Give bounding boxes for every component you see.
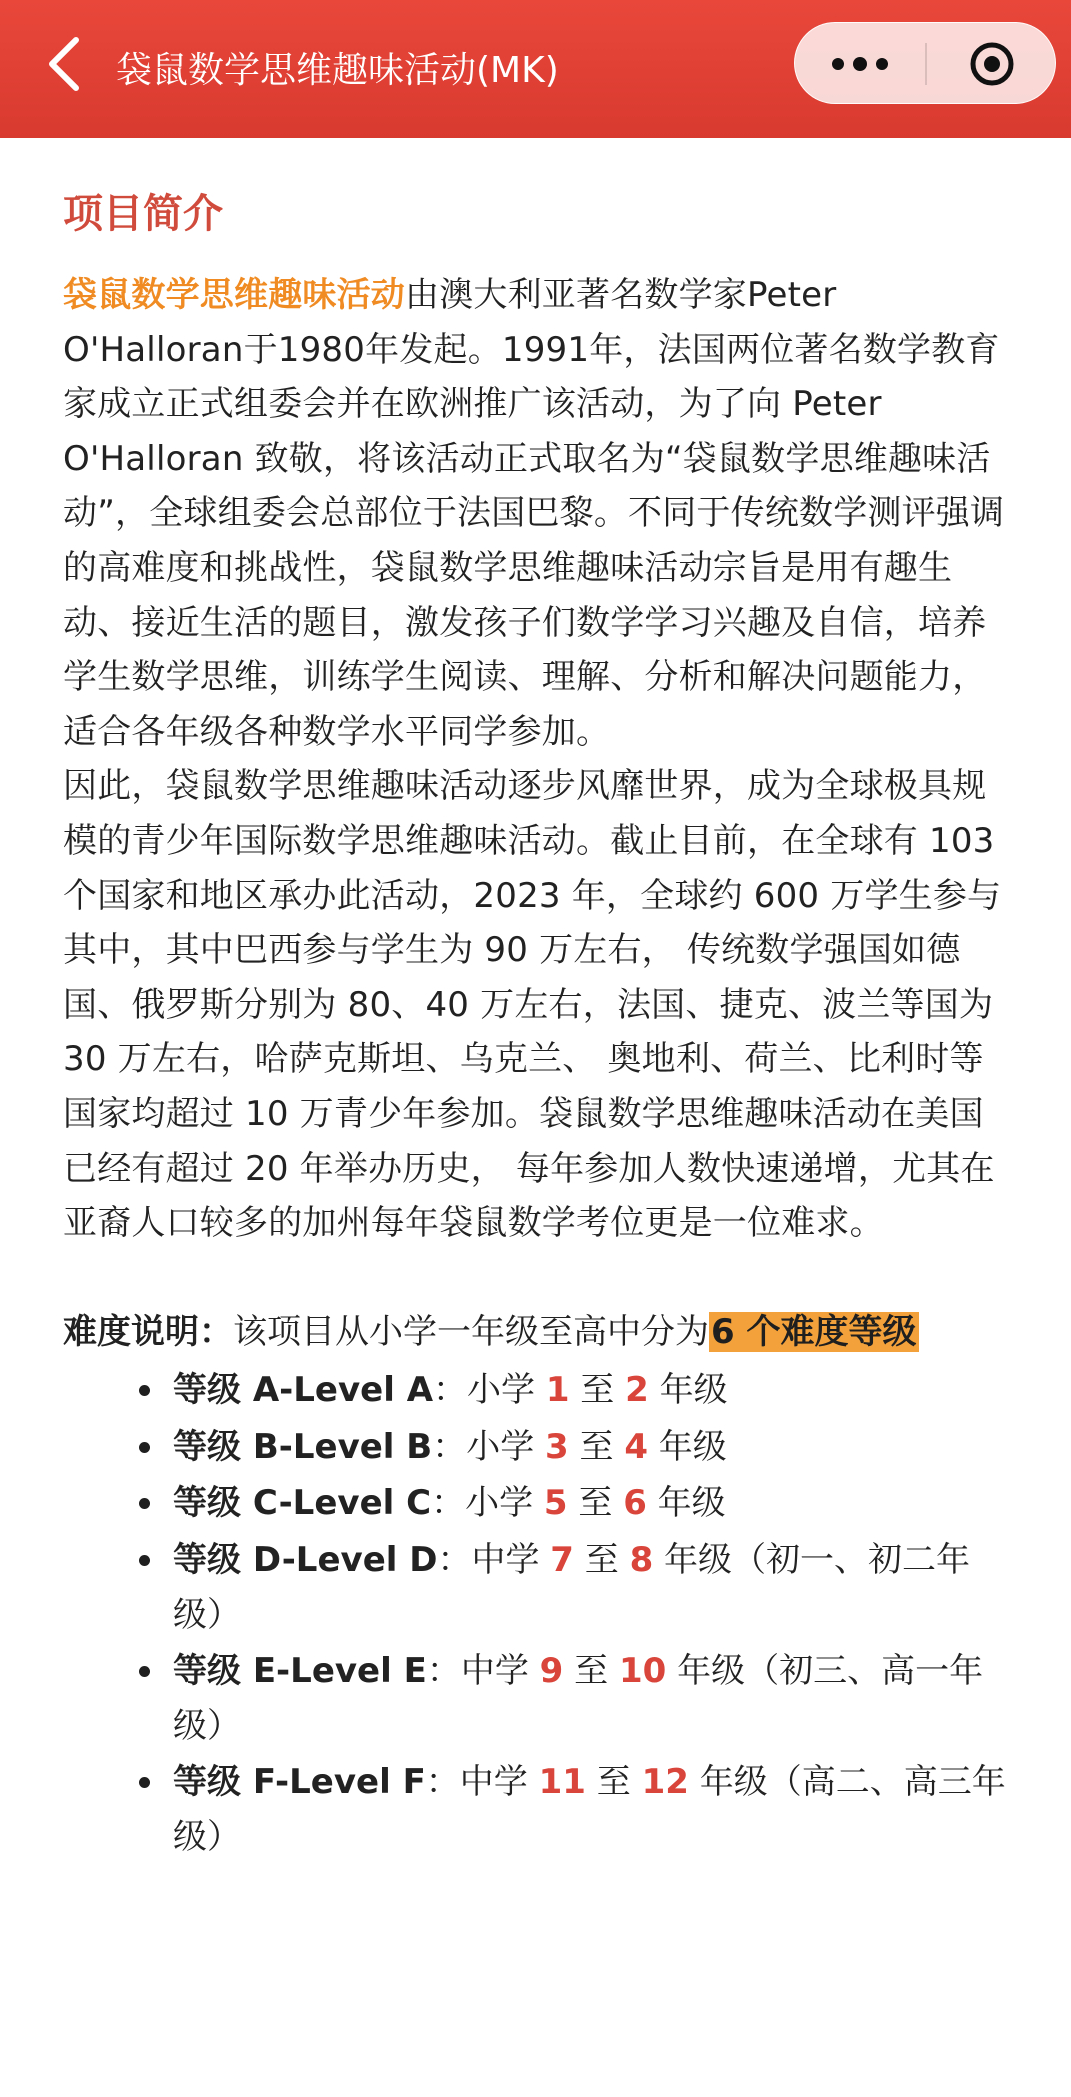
intro-paragraph-1 (63, 268, 1011, 759)
level-grade-to: 8 (629, 1540, 654, 1581)
level-name: 等级 A-Level A (173, 1370, 434, 1411)
level-grade-from: 11 (538, 1762, 586, 1803)
level-suffix: 年级 (648, 1426, 727, 1467)
level-grade-to-word: 至 (569, 1370, 626, 1411)
level-grade-to: 2 (625, 1370, 649, 1411)
level-name: 等级 B-Level B (173, 1426, 433, 1467)
level-item (173, 1755, 1011, 1864)
level-item (173, 1476, 1011, 1531)
page-title: 袋鼠数学思维趣味活动(MK) (116, 50, 559, 91)
level-suffix: 年级 (648, 1370, 728, 1411)
chevron-left-icon (46, 36, 82, 92)
close-mini-program-button[interactable] (927, 23, 1057, 105)
level-colon: ： (432, 1426, 467, 1467)
level-grade-to: 10 (618, 1651, 667, 1692)
bullet-dot (139, 1666, 150, 1677)
level-school: 中学 (471, 1540, 551, 1581)
level-grade-to: 6 (623, 1483, 647, 1524)
difficulty-label: 难度说明 (63, 1311, 199, 1352)
bullet-dot (139, 1442, 150, 1453)
intro-paragraph-2: 因此，袋鼠数学思维趣味活动逐步风靡世界，成为全球极具规模的青少年国际数学思维趣味活动。截止目前，在全球有 103 个国家和地区承办此活动，2023 年，全球约 600 万学生参与其中，其中巴西参与学生为 90 万左右， 传统数学强国如德国、俄罗斯分别为 80、40 万左右，法国、捷克、波兰等国为 30 万左右，哈萨克斯坦、乌克兰、 奥地利、荷兰、比利时等国家均超过 10 万青少年参加。袋鼠数学思维趣味活动在美国已经有超过 20 年举办历史， 每年参加人数快速递增，尤其在亚裔人口较多的加州每年袋鼠数学考位更是一位难求。 (63, 766, 1002, 1244)
level-name: 等级 F-Level F (173, 1762, 426, 1803)
level-name: 等级 D-Level D (173, 1540, 438, 1581)
level-grade-from: 5 (543, 1483, 568, 1524)
level-name: 等级 C-Level C (173, 1483, 432, 1524)
level-grade-to-word: 至 (573, 1540, 630, 1581)
bullet-dot (139, 1777, 150, 1788)
difficulty-description (63, 1305, 1011, 1360)
level-colon: ： (431, 1483, 466, 1524)
level-grade-to: 12 (641, 1762, 689, 1803)
activity-name-highlight: 袋鼠数学思维趣味活动 (63, 275, 405, 315)
level-school: 中学 (459, 1762, 539, 1803)
level-item (173, 1644, 1011, 1753)
level-suffix: 年级 (646, 1483, 726, 1524)
level-school: 中学 (460, 1651, 540, 1692)
more-button[interactable] (795, 23, 925, 105)
level-grade-from: 9 (539, 1651, 564, 1692)
top-navigation-bar (0, 0, 1071, 138)
level-item (173, 1363, 1011, 1418)
intro-paragraph-1-text: 由澳大利亚著名数学家Peter O'Halloran于1980年发起。1991年，法国两位著名数学教育家成立正式组委会并在欧洲推广该活动，为了向 Peter O'Halloran 致敬，将该活动正式取名为“袋鼠数学思维趣味活动”，全球组委会总部位于法国巴黎。不同于传统数学测评强调的高难度和挑战性，袋鼠数学思维趣味活动宗旨是用有趣生动、接近生活的题目，激发孩子们数学学习兴趣及自信，培养学生数学思维，训练学生阅读、理解、分析和解决问题能力，适合各年级各种数学水平同学参加。 (63, 275, 1005, 752)
section-title: 项目简介 (63, 191, 223, 237)
target-close-icon (967, 39, 1017, 89)
level-colon: ： (426, 1651, 461, 1692)
bullet-dot (139, 1555, 150, 1566)
level-school: 小学 (467, 1370, 546, 1411)
back-button[interactable] (36, 28, 92, 100)
level-list (63, 1363, 1011, 1864)
bullet-dot (139, 1385, 150, 1396)
bullet-dot (139, 1498, 150, 1509)
level-suffix: 年级（高二、高三年级） (173, 1762, 1006, 1858)
level-grade-from: 1 (545, 1370, 570, 1411)
level-item (173, 1420, 1011, 1475)
level-name: 等级 E-Level E (173, 1651, 427, 1692)
level-colon: ： (433, 1370, 468, 1411)
level-grade-to: 4 (624, 1426, 648, 1467)
difficulty-levels-highlight: 6 个难度等级 (711, 1311, 917, 1352)
more-dots-icon (830, 56, 890, 72)
level-colon: ： (425, 1762, 460, 1803)
level-grade-from: 7 (550, 1540, 574, 1581)
level-school: 小学 (466, 1426, 546, 1467)
level-grade-to-word: 至 (567, 1483, 624, 1524)
difficulty-colon: ： (199, 1311, 233, 1352)
level-item (173, 1533, 1011, 1642)
level-grade-to-word: 至 (568, 1426, 625, 1467)
level-grade-to-word: 至 (585, 1762, 642, 1803)
level-suffix: 年级（初三、高一年级） (173, 1651, 984, 1746)
difficulty-text: 该项目从小学一年级至高中分为 (233, 1311, 709, 1352)
level-colon: ： (437, 1540, 472, 1581)
level-suffix: 年级（初一、初二年级） (173, 1540, 971, 1635)
mini-program-capsule (794, 22, 1056, 104)
level-grade-to-word: 至 (563, 1651, 619, 1692)
article-content (0, 138, 1071, 2097)
level-grade-from: 3 (545, 1426, 569, 1467)
level-school: 小学 (465, 1483, 544, 1524)
